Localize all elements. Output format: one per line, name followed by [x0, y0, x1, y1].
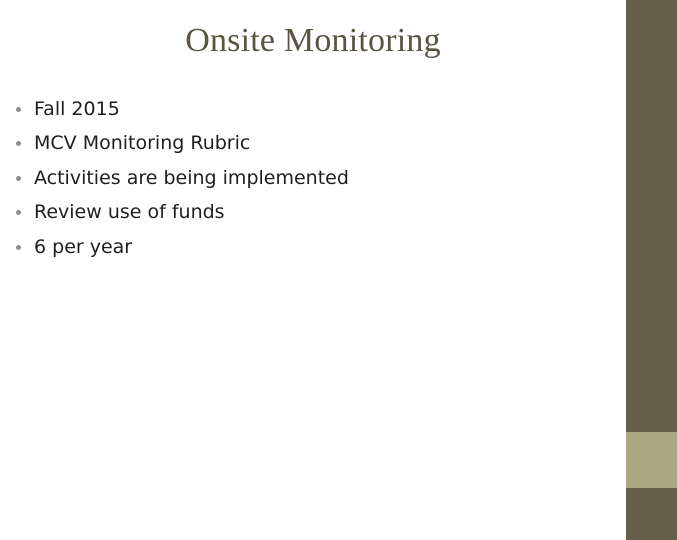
bullet-item	[16, 92, 349, 126]
bullet-item	[16, 195, 349, 229]
bullet-text: MCV Monitoring Rubric	[34, 132, 251, 155]
bullet-text: 6 per year	[34, 235, 133, 258]
bullet-dot-icon	[16, 245, 21, 250]
bullet-dot-icon	[16, 210, 21, 215]
slide-title: Onsite Monitoring	[185, 22, 441, 59]
bullet-dot-icon	[16, 176, 21, 181]
bullet-dot-icon	[16, 141, 21, 146]
bullet-item	[16, 230, 349, 264]
sidebar-accent-block	[626, 432, 677, 488]
bullet-dot-icon	[16, 107, 21, 112]
bullet-text: Fall 2015	[34, 98, 120, 120]
bullet-text: Review use of funds	[34, 201, 225, 224]
bullet-item	[16, 126, 349, 160]
bullet-text: Activities are being implemented	[34, 166, 349, 189]
bullet-list	[16, 92, 349, 264]
bullet-item	[16, 161, 349, 195]
